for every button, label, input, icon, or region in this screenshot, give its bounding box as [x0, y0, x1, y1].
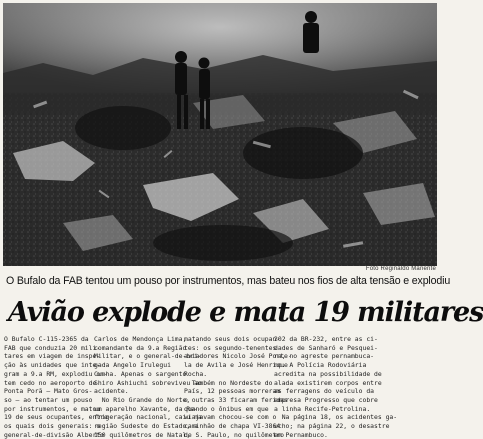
text-line: a linha Recife-Petrolina. [274, 404, 371, 413]
text-line: acidente. [94, 387, 129, 396]
text-line: 202 da BR-232, entre as ci- [274, 335, 378, 343]
text-line: por instrumentos, e matou [4, 404, 101, 413]
text-line: so — ao tentar um pouso [4, 395, 93, 404]
text-line: Shiro Ashiuchi sobreviveu ao [94, 378, 202, 387]
text-line: Na página 18, os acidentes ga- [274, 413, 398, 422]
text-line: 19 de seus ocupantes, entre [4, 413, 108, 422]
text-line: O Bufalo C-115-2365 da [4, 335, 89, 343]
text-line: tares em viagem de inspe- [4, 352, 101, 361]
text-line: de S. Paulo, no quilômetro [184, 430, 285, 439]
text-line: ção às unidades que inte- [4, 361, 101, 370]
article-column-1 [4, 335, 108, 439]
text-line: caminhão de chapa VI-3864 [184, 422, 281, 431]
text-line: País, 12 pessoas morreram [184, 387, 281, 396]
text-line: empresa Progresso que cobre [274, 395, 378, 404]
text-line: Carlos de Mendonça Lima, [94, 335, 187, 343]
text-line: Também no Nordeste do [184, 378, 273, 387]
text-line: general-de-divisão Alberto [4, 430, 105, 439]
text-line: os quais dois generais: o [4, 422, 101, 431]
text-line: em Pernambuco. [274, 430, 328, 439]
photo-credit: Foto Reginaldo Manente [365, 266, 436, 272]
text-line: gram a 9.a RM, explodiu on- [4, 369, 108, 378]
text-line: tem cedo no aeroporto de [4, 378, 97, 387]
text-line: comandante da 9.a Região [94, 343, 187, 352]
text-line: Militar, e o general-de-bri- [94, 352, 202, 361]
text-line: Rocha. [184, 369, 208, 378]
text-line: ucho; na página 22, o desastre [274, 422, 390, 431]
text-line: alada existirem corpos entre [274, 378, 382, 387]
text-line: frigeração nacional, caiu na [94, 413, 202, 422]
text-line: FAB que conduzia 20 mili- [4, 343, 101, 352]
text-line: dades de Sanharó e Pesquei- [274, 343, 378, 352]
text-line: gada Angelo Irulegui [94, 361, 171, 370]
text-line: viajavam chocou-se com o [184, 413, 277, 422]
text-line: no. A Polícia Rodoviária [274, 361, 367, 370]
text-line: aviadores Nicolo José Porte- [184, 352, 292, 361]
text-line: e outras 33 ficaram feridas [184, 395, 288, 404]
article-body [4, 335, 448, 439]
text-line: la de Avila e José Henrique [184, 361, 288, 370]
text-line: matando seus dois ocupan- [184, 335, 281, 343]
photo-caption: O Bufalo da FAB tentou um pouso por instrumentos, mas bateu nos fios de alta tensão e explodiu [6, 275, 451, 287]
text-line: tes: os segundo-tenentes [184, 343, 277, 352]
text-line: região Sudeste do Estado, a [94, 422, 198, 431]
text-line: um aparelho Xavante, da Re- [94, 404, 198, 413]
text-line: acredita na possibilidade de [274, 369, 382, 378]
headline: Avião explode e mata 19 militares [8, 297, 483, 328]
text-line: quando o ônibus em que [184, 404, 269, 413]
text-line: as ferragens do veículo da [274, 387, 375, 396]
crash-site-photo [3, 3, 437, 266]
text-line: ra, no agreste pernambuca- [274, 352, 375, 361]
text-line: Cunha. Apenas o sargento [94, 369, 187, 378]
text-line: Ponta Porã — Mato Gros- [4, 387, 93, 396]
article-column-4 [274, 335, 398, 439]
text-line: 150 quilômetros de Natal, [94, 430, 191, 439]
text-line: No Rio Grande do Norte, [94, 395, 191, 404]
article-column-3 [184, 335, 292, 439]
